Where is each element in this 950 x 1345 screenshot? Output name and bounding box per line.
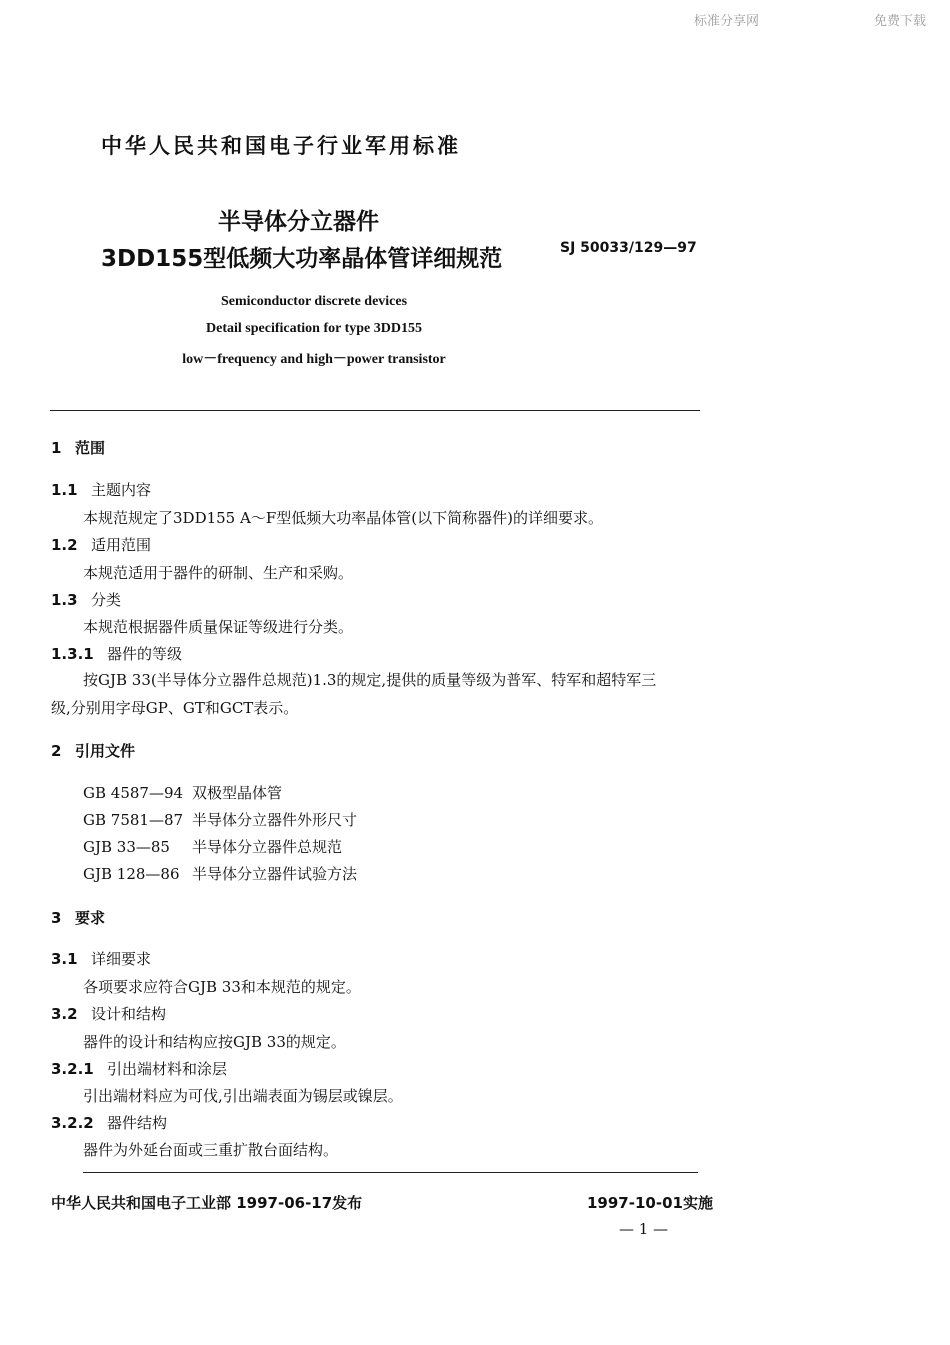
- effective-date: 1997-10-01实施: [587, 1194, 713, 1212]
- issue-line: 中华人民共和国电子工业部 1997-06-17发布: [51, 1194, 363, 1212]
- section-3-2-1-heading: 3.2.1 引出端材料和涂层: [51, 1060, 228, 1078]
- section-1-2-text: 本规范适用于器件的研制、生产和采购。: [83, 564, 354, 582]
- footer-divider: [83, 1172, 698, 1173]
- section-3-heading: 3 要求: [51, 909, 106, 927]
- section-3-2-1-text: 引出端材料应为可伐,引出端表面为锡层或镍层。: [83, 1087, 403, 1105]
- section-1-3-text: 本规范根据器件质量保证等级进行分类。: [83, 618, 354, 636]
- page-number: — 1 —: [619, 1220, 669, 1238]
- reference-item: GB 7581—87 半导体分立器件外形尺寸: [83, 811, 358, 829]
- title-line-2: 3DD155型低频大功率晶体管详细规范: [101, 246, 503, 272]
- english-title-line-3: low－frequency and high－power transistor: [182, 352, 446, 367]
- standard-category: 中华人民共和国电子行业军用标准: [101, 134, 461, 158]
- section-1-2-heading: 1.2 适用范围: [51, 536, 152, 554]
- section-3-1-text: 各项要求应符合GJB 33和本规范的规定。: [83, 978, 361, 996]
- section-3-2-heading: 3.2 设计和结构: [51, 1005, 167, 1023]
- section-3-2-2-heading: 3.2.2 器件结构: [51, 1114, 168, 1132]
- section-1-3-1-heading: 1.3.1 器件的等级: [51, 645, 183, 663]
- section-1-1-text: 本规范规定了3DD155 A～F型低频大功率晶体管(以下简称器件)的详细要求。: [83, 509, 603, 527]
- reference-item: GJB 33—85 半导体分立器件总规范: [83, 838, 343, 856]
- section-2-heading: 2 引用文件: [51, 742, 136, 760]
- title-line-1: 半导体分立器件: [218, 209, 379, 235]
- english-title-line-1: Semiconductor discrete devices: [220, 294, 408, 309]
- section-1-heading: 1 范围: [51, 439, 106, 457]
- english-title-line-2: Detail specification for type 3DD155: [206, 321, 422, 336]
- section-3-2-text: 器件的设计和结构应按GJB 33的规定。: [83, 1033, 346, 1051]
- watermark-right: 免费下载: [874, 14, 927, 29]
- section-1-1-heading: 1.1 主题内容: [51, 481, 152, 499]
- section-3-1-heading: 3.1 详细要求: [51, 950, 152, 968]
- watermark-left: 标准分享网: [694, 14, 760, 29]
- reference-item: GB 4587—94 双极型晶体管: [83, 784, 283, 802]
- top-divider: [50, 410, 700, 411]
- standard-code: SJ 50033/129—97: [560, 240, 697, 256]
- reference-item: GJB 128—86 半导体分立器件试验方法: [83, 865, 358, 883]
- section-1-3-1-text-2: 级,分别用字母GP、GT和GCT表示。: [51, 699, 299, 717]
- section-1-3-heading: 1.3 分类: [51, 591, 122, 609]
- section-1-3-1-text-1: 按GJB 33(半导体分立器件总规范)1.3的规定,提供的质量等级为普军、特军和超特军三: [83, 671, 657, 689]
- section-3-2-2-text: 器件为外延台面或三重扩散台面结构。: [83, 1141, 339, 1159]
